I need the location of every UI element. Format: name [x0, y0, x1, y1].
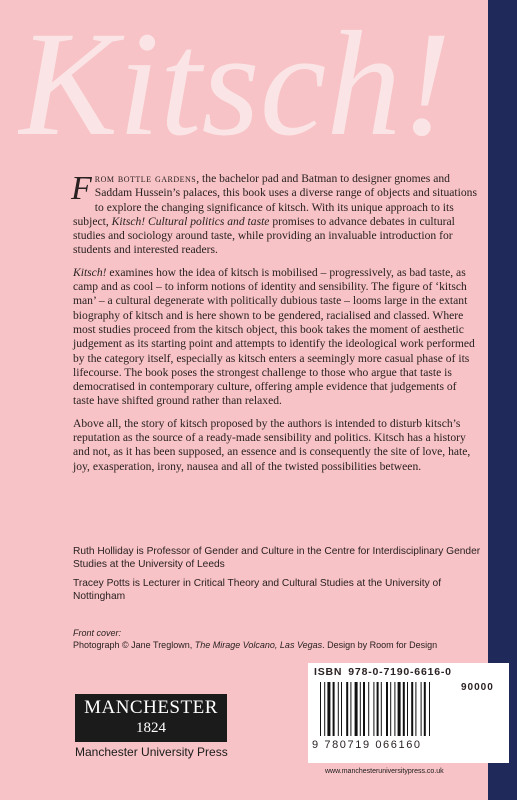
barcode-stripe [346, 682, 348, 736]
barcode-stripe [363, 682, 365, 736]
publisher-logo [75, 694, 227, 742]
author-bio-potts: Tracey Potts is Lecturer in Critical Theory and Cultural Studies at the University of Nottingham [73, 578, 442, 602]
author-bio-holliday: Ruth Holliday is Professor of Gender and Culture in the Centre for Interdisciplinary Gender Studies at the University of Leeds [73, 546, 481, 570]
isbn-line: ISBN 978-0-7190-6616-0 [314, 666, 452, 678]
publisher-url: www.manchesteruniversitypress.co.uk [325, 768, 444, 775]
logo-year: 1824 [136, 720, 166, 736]
watermark-text: Kitsch! [18, 6, 452, 156]
blurb-paragraph-1 [73, 172, 478, 258]
barcode-stripe [381, 682, 382, 736]
publisher-name: Manchester University Press [75, 745, 228, 759]
photo-title: The Mirage Volcano, Las Vegas [194, 640, 323, 650]
kitsch-watermark [18, 6, 488, 156]
barcode-stripe [341, 682, 342, 736]
barcode-stripe [398, 682, 401, 736]
barcode-digits: 9 780719 066160 [312, 739, 422, 751]
blurb-text: promises to advance debates in cultural studies and sociology around taste, while providing an invaluable introduction for students and interested readers. [73, 214, 455, 257]
logo-wordmark: MANCHESTER [84, 697, 218, 718]
isbn-barcode [308, 663, 509, 763]
isbn-number: 978-0-7190-6616-0 [348, 666, 452, 678]
book-title: Kitsch! Cultural politics and taste [111, 214, 270, 228]
barcode-stripe [333, 682, 335, 736]
barcode-stripe [373, 682, 374, 736]
barcode-stripe [415, 682, 416, 736]
book-title: Kitsch! [73, 265, 107, 279]
barcode-stripe [327, 682, 330, 736]
barcode-stripe [386, 682, 388, 736]
price-addon: 90000 [458, 682, 497, 693]
blurb-paragraph-2 [73, 266, 478, 409]
blurb-text: , the bachelor pad and Batman to designer gnomes and Saddam Hussein’s palaces, this book uses a diverse range of objects and situations to explore the changing significance of kitsch. With its unique approach to its subject, [73, 172, 477, 228]
barcode-stripe [368, 682, 369, 736]
barcode-stripe [394, 682, 395, 736]
cover-credits [73, 627, 503, 651]
barcode-stripe [324, 682, 325, 736]
blurb-text: examines how the idea of kitsch is mobilised – progressively, as bad taste, as camp and as cool – to inform notions of identity and sensibility. The figure of ‘kitsch man’ – a cultural degenerate with politically dubious taste – looms large in the extant biography of kitsch and is here shown to be gendered, racialised and classed. Where most studies proceed from the kitsch object, this book takes the moment of aesthetic judgement as its starting point and attempts to identify the ideological work performed by the category itself, especially as kitsch enters a seemingly more casual phase of its lifecourse. The book poses the strongest challenge to those who argue that taste is democratised in contemporary culture, offering ample evidence that judgements of taste have shifted ground rather than relaxed. [73, 265, 475, 408]
barcode-stripe [320, 682, 321, 736]
barcode-stripe [424, 682, 426, 736]
barcode-stripe [411, 682, 413, 736]
barcode-stripe [350, 682, 351, 736]
barcode-stripe [360, 682, 361, 736]
drop-cap: F [71, 170, 92, 207]
credits-label: Front cover: [73, 628, 122, 638]
barcode-stripe [355, 682, 358, 736]
lead-in: rom bottle gardens [94, 172, 197, 185]
credits-line: Photograph © Jane Treglown, The Mirage Volcano, Las Vegas. Design by Room for Design [73, 640, 438, 650]
barcode-stripe [338, 682, 339, 736]
author-bios [73, 545, 483, 609]
barcode-stripe [421, 682, 422, 736]
barcode-stripe [429, 682, 430, 736]
barcode-stripe [407, 682, 408, 736]
blurb-paragraph-3: Above all, the story of kitsch proposed by the authors is intended to disturb kitsch’s reputation as the source of a ready-made sensibility and politics. Kitsch has a history and not, as it has been supposed, an essence and is consequently the site of love, hate, joy, exasperation, irony, nausea and all of the twisted possibilities between. [73, 416, 471, 473]
barcode-stripe [403, 682, 405, 736]
blurb [73, 172, 478, 482]
barcode-stripe [377, 682, 379, 736]
barcode-stripe [390, 682, 391, 736]
